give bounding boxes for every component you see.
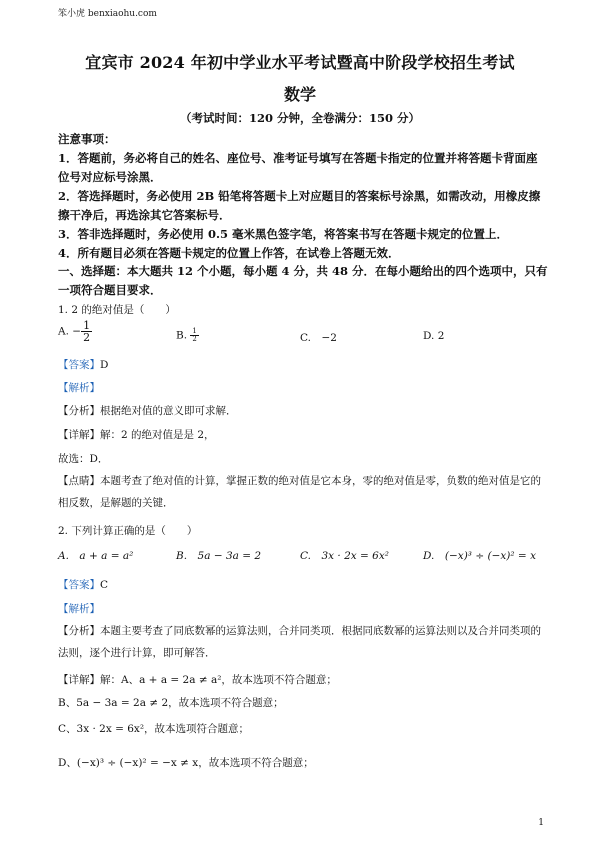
q1-analysis-tag: 【解析】: [58, 382, 100, 394]
numerator: 1: [192, 327, 197, 335]
page-number: 1: [538, 818, 544, 828]
note-item: 1．答题前，务必将自己的姓名、座位号、准考证号填写在答题卡指定的位置并将答题卡背面座位号对应标号涂黑．: [58, 151, 538, 184]
fraction: [81, 320, 92, 343]
q1-option-d: D. 2: [423, 330, 445, 342]
question-1-stem: 1. 2 的绝对值是（ ）: [58, 304, 176, 316]
exam-subject: 数学: [283, 85, 316, 104]
fenxi-text: 根据绝对值的意义即可求解．: [100, 405, 237, 417]
fenxi-text: 本题主要考查了同底数幂的运算法则，合并同类项．根据同底数幂的运算法则以及合并同类项的法则，逐个进行计算，即可解答．: [58, 625, 541, 659]
q2-detail-b: B、5a − 3a = 2a ≠ 2，故本选项不符合题意；: [58, 697, 284, 709]
note-item: 4．所有题目必须在答题卡规定的位置上作答，在试卷上答题无效．: [58, 246, 400, 260]
q1-choose: 故选：D．: [58, 453, 109, 465]
answer-tag: 【答案】: [58, 579, 100, 591]
q2-answer: [58, 577, 108, 592]
note-item: 3．答非选择题时，务必使用 0.5 毫米黑色签字笔，将答案书写在答题卡规定的位置上．: [58, 227, 509, 241]
option-label: A.: [58, 325, 69, 338]
detail-text: 解：2 的绝对值是是 2，: [100, 429, 215, 441]
answer-value: D: [100, 359, 109, 371]
fraction: [190, 328, 198, 343]
comment-tag: 【点睛】: [58, 475, 100, 487]
detail-tag: 【详解】: [58, 674, 100, 686]
q1-answer: [58, 357, 108, 372]
detail-tag: 【详解】: [58, 429, 100, 441]
q2-detail-a: [58, 672, 337, 687]
option-label: B.: [176, 329, 188, 342]
site-header: 笨小虎 benxiaohu.com: [58, 9, 157, 19]
q1-detail: [58, 427, 215, 442]
notes-block: [58, 130, 548, 263]
answer-tag: 【答案】: [58, 359, 100, 371]
comment-text: 本题考查了绝对值的计算，掌握正数的绝对值是它本身，零的绝对值是零，负数的绝对值是它的相反数，是解题的关键．: [58, 475, 541, 509]
detail-text: 解：A、a + a = 2a ≠ a²，故本选项不符合题意；: [100, 674, 337, 686]
q1-option-b: [176, 328, 199, 343]
notes-heading: 注意事项：: [58, 132, 116, 146]
question-2-stem: 2. 下列计算正确的是（ ）: [58, 525, 198, 537]
fenxi-tag: 【分析】: [58, 405, 100, 417]
q1-option-c: C. −2: [300, 332, 337, 344]
q2-option-b: B. 5a − 3a = 2: [176, 550, 262, 562]
numerator: 1: [83, 319, 91, 332]
section-heading: 一、选择题：本大题共 12 个小题，每小题 4 分，共 48 分．在每小题给出的四个选项中，只有一项符合题目要求．: [58, 264, 548, 297]
q1-comment: [58, 470, 548, 514]
exam-info: （考试时间：120 分钟，全卷满分：150 分）: [179, 111, 420, 125]
q2-option-d: D. (−x)³ ÷ (−x)² = x: [423, 550, 536, 562]
q2-option-c: C. 3x · 2x = 6x²: [300, 550, 389, 562]
fenxi-tag: 【分析】: [58, 625, 100, 637]
q2-option-a: A. a + a = a²: [58, 550, 134, 562]
denominator: 2: [83, 331, 91, 344]
q2-detail-c: C、3x · 2x = 6x²，故本选项符合题意；: [58, 723, 250, 735]
q2-detail-d: D、(−x)³ ÷ (−x)² = −x ≠ x，故本选项不符合题意；: [58, 757, 314, 769]
q1-option-a: [58, 320, 92, 343]
note-item: 2．答选择题时，务必使用 2B 铅笔将答题卡上对应题目的答案标号涂黑，如需改动，用橡皮擦擦干净后，再选涂其它答案标号．: [58, 189, 541, 222]
q1-fenxi: [58, 403, 237, 418]
q2-fenxi: [58, 620, 548, 664]
denominator: 2: [192, 335, 197, 343]
answer-value: C: [100, 579, 109, 591]
minus-sign: −: [72, 325, 82, 338]
q2-analysis-tag: 【解析】: [58, 603, 100, 615]
exam-title: 宜宾市 2024 年初中学业水平考试暨高中阶段学校招生考试: [85, 53, 515, 72]
